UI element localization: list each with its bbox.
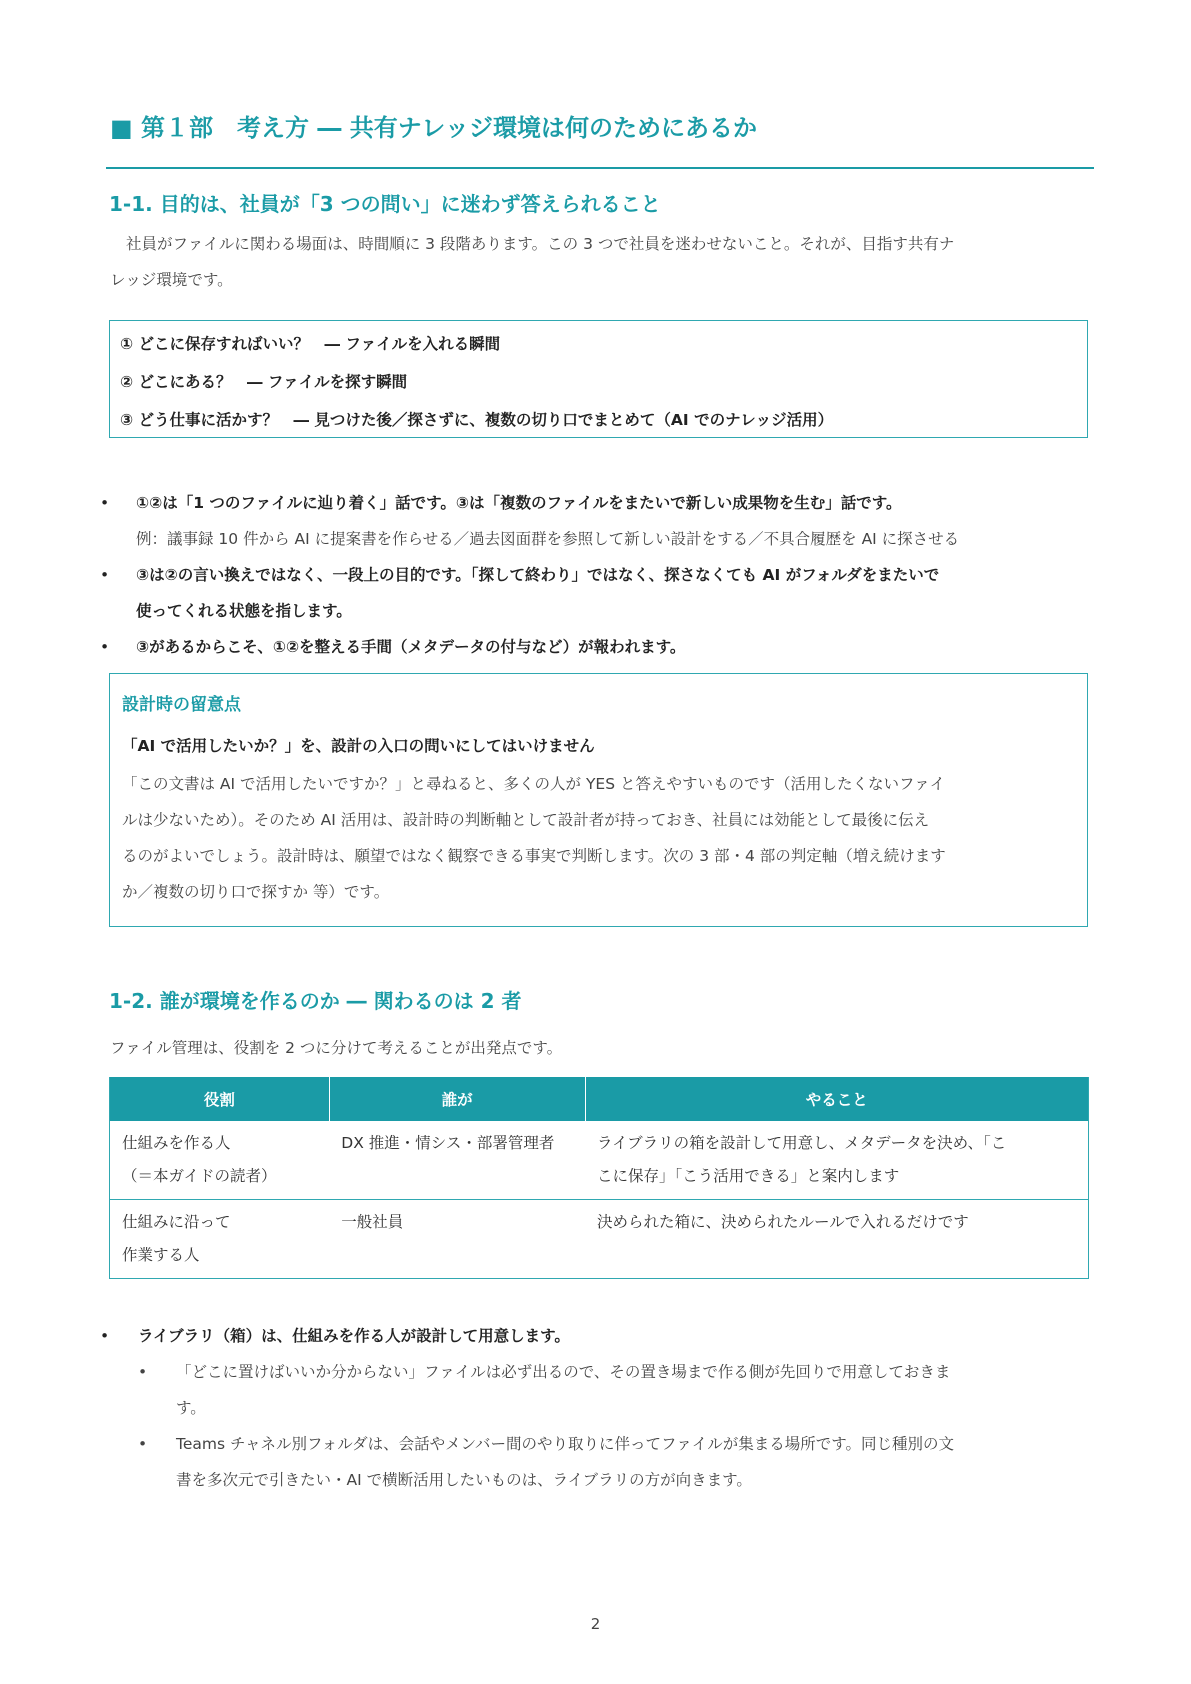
bullet-icon: •	[100, 494, 110, 512]
list-item	[100, 1318, 1095, 1354]
cell-line: 決められた箱に、決められたルールで入れるだけです	[597, 1213, 969, 1231]
cell-line: （＝本ガイドの読者）	[122, 1167, 277, 1185]
bullet-icon: •	[138, 1435, 148, 1453]
note-body-line: ルは少ないため）。そのため AI 活用は、設計時の判断軸として設計者が持っておき、社員には効能として最後に伝え	[122, 811, 930, 829]
column-header-task: やること	[585, 1077, 1088, 1121]
table-cell-who: 一般社員	[329, 1200, 585, 1279]
cell-line: 仕組みを作る人	[122, 1134, 231, 1152]
note-body	[122, 766, 1075, 910]
note-subtitle: 「AI で活用したいか？」を、設計の入口の問いにしてはいけません	[122, 737, 595, 755]
part-title: ■ 第１部 考え方 ― 共有ナレッジ環境は何のためにあるか	[110, 114, 758, 142]
list-item-text: ③があるからこそ、①②を整える手間（メタデータの付与など）が報われます。	[136, 638, 686, 656]
intro-line: レッジ環境です。	[110, 271, 233, 289]
list-item-text: 「どこに置けばいいか分からない」ファイルは必ず出るので、その置き場まで作る側が先回りで用意しておきま	[176, 1363, 951, 1381]
cell-line: ライブラリの箱を設計して用意し、メタデータを決め、「こ	[597, 1134, 1007, 1152]
part-title-rule	[106, 167, 1094, 169]
column-header-who: 誰が	[329, 1077, 585, 1121]
list-item-text: す。	[176, 1399, 206, 1417]
column-header-role: 役割	[110, 1077, 330, 1121]
list-item-text: 書を多次元で引きたい・AI で横断活用したいものは、ライブラリの方が向きます。	[176, 1471, 752, 1489]
section-1-2-intro: ファイル管理は、役割を 2 つに分けて考えることが出発点です。	[110, 1039, 563, 1057]
note-title: 設計時の留意点	[122, 695, 241, 715]
intro-line: 社員がファイルに関わる場面は、時間順に 3 段階あります。この 3 つで社員を迷わせないこと。それが、目指す共有ナ	[126, 235, 955, 253]
list-item-text: ①②は「1 つのファイルに辿り着く」話です。③は「複数のファイルをまたいで新しい成果物を生む」話です。	[136, 494, 902, 512]
table-row	[110, 1200, 1089, 1279]
list-item	[100, 485, 1095, 521]
table-cell-role	[110, 1200, 330, 1279]
section-1-2-list	[100, 1318, 1095, 1498]
list-item	[100, 629, 1095, 665]
cell-line: 作業する人	[122, 1246, 200, 1264]
design-note-box	[109, 673, 1088, 927]
table-cell-who: DX 推進・情シス・部署管理者	[329, 1121, 585, 1200]
note-body-line: 「この文書は AI で活用したいですか？」と尋ねると、多くの人が YES と答えやすいものです（活用したくないファイ	[122, 775, 946, 793]
bullet-icon: •	[138, 1363, 148, 1381]
table-cell-task	[585, 1200, 1088, 1279]
list-item-text: ③は②の言い換えではなく、一段上の目的です。「探して終わり」ではなく、探さなくても AI がフォルダをまたいで	[136, 566, 940, 584]
question-2: ② どこにある？ ― ファイルを探す瞬間	[120, 373, 408, 391]
cell-line: 仕組みに沿って	[122, 1213, 231, 1231]
roles-table	[109, 1077, 1089, 1279]
list-item-text: Teams チャネル別フォルダは、会話やメンバー間のやり取りに伴ってファイルが集まる場所です。同じ種別の文	[176, 1435, 954, 1453]
sub-list-item	[100, 1354, 1095, 1426]
page-number: 2	[590, 1615, 601, 1633]
list-item-text: 使ってくれる状態を指します。	[136, 602, 352, 620]
question-1: ① どこに保存すればいい？ ― ファイルを入れる瞬間	[120, 335, 501, 353]
bullet-icon: •	[100, 1327, 110, 1345]
note-body-line: るのがよいでしょう。設計時は、願望ではなく観察できる事実で判断します。次の 3 部・4 部の判定軸（増え続けます	[122, 847, 946, 865]
section-1-2-heading: 1-2. 誰が環境を作るのか ― 関わるのは 2 者	[109, 989, 522, 1013]
bullet-icon: •	[100, 638, 110, 656]
section-1-1-bullets	[100, 485, 1095, 665]
list-item-text: 例：議事録 10 件から AI に提案書を作らせる／過去図面群を参照して新しい設計をする／不具合履歴を AI に探させる	[136, 530, 960, 548]
table-cell-task	[585, 1121, 1088, 1200]
bullet-icon: •	[100, 566, 110, 584]
list-item-example	[100, 521, 1095, 557]
list-item-text: ライブラリ（箱）は、仕組みを作る人が設計して用意します。	[138, 1327, 570, 1345]
sub-list-item	[100, 1426, 1095, 1498]
table-header-row	[110, 1077, 1089, 1121]
section-1-1-intro	[110, 226, 1095, 298]
three-questions-box	[109, 320, 1088, 438]
section-1-1-heading: 1-1. 目的は、社員が「3 つの問い」に迷わず答えられること	[109, 192, 661, 216]
question-3: ③ どう仕事に活かす？ ― 見つけた後／探さずに、複数の切り口でまとめて（AI でのナレッジ活用）	[120, 411, 834, 429]
table-cell-role	[110, 1121, 330, 1200]
note-body-line: か／複数の切り口で探すか 等）です。	[122, 883, 390, 901]
cell-line: こに保存」「こう活用できる」と案内します	[597, 1167, 900, 1185]
table-row	[110, 1121, 1089, 1200]
list-item	[100, 557, 1095, 629]
